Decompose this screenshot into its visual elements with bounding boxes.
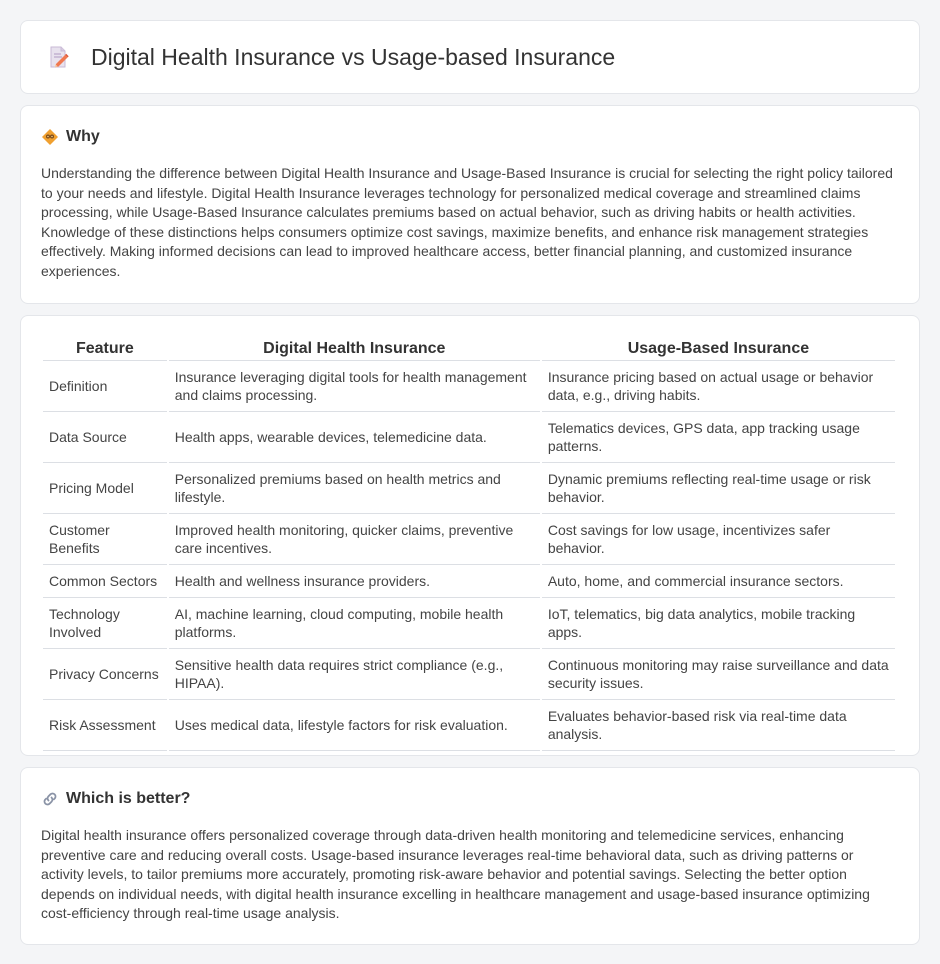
feature-cell: Pricing Model <box>43 463 167 514</box>
digital-health-cell: Insurance leveraging digital tools for health management and claims processing. <box>169 361 540 412</box>
why-text: Understanding the difference between Digital Health Insurance and Usage-Based Insurance is crucial for selecting the right policy tailored to your needs and lifestyle. Digital Health Insurance leverages technology for personalized medical coverage and streamlined claims processing, while Usage-Based Insurance calculates premiums based on actual behavior, such as driving habits or health activities. Knowledge of these distinctions helps consumers optimize cost savings, maximize benefits, and enhance risk management strategies effectively. Making informed decisions can lead to improved healthcare access, better financial planning, and customized insurance experiences. <box>41 165 893 279</box>
link-icon <box>41 790 59 808</box>
better-title: Which is better? <box>66 790 191 807</box>
usage-based-cell: Cost savings for low usage, incentivizes safer behavior. <box>542 514 895 565</box>
feature-cell: Common Sectors <box>43 565 167 598</box>
table-row <box>43 700 895 751</box>
why-title: Why <box>66 128 100 145</box>
better-text: Digital health insurance offers personalized coverage through data-driven health monitoring and telemedicine services, enhancing preventive care and reducing overall costs. Usage-based insurance leverages real-time behavioral data, such as driving patterns or activity levels, to tailor premiums more accurately, promoting risk-aware behavior and potential savings. Selecting the better option depends on individual needs, with digital health insurance excelling in healthcare management and usage-based insurance optimizing cost-efficiency through real-time usage analysis. <box>41 827 870 922</box>
usage-based-cell: Telematics devices, GPS data, app tracking usage patterns. <box>542 412 895 463</box>
feature-cell: Customer Benefits <box>43 514 167 565</box>
table-row <box>43 565 895 598</box>
header-card <box>20 20 920 94</box>
table-row <box>43 412 895 463</box>
better-heading <box>41 790 899 808</box>
header-digital-health-insurance: Digital Health Insurance <box>169 336 540 361</box>
digital-health-cell: Sensitive health data requires strict compliance (e.g., HIPAA). <box>169 649 540 700</box>
usage-based-cell: Evaluates behavior-based risk via real-time data analysis. <box>542 700 895 751</box>
why-heading <box>41 128 899 146</box>
digital-health-cell: Health apps, wearable devices, telemedicine data. <box>169 412 540 463</box>
usage-based-cell: Continuous monitoring may raise surveillance and data security issues. <box>542 649 895 700</box>
digital-health-cell: Uses medical data, lifestyle factors for risk evaluation. <box>169 700 540 751</box>
header-usage-based-insurance: Usage-Based Insurance <box>542 336 895 361</box>
feature-cell: Definition <box>43 361 167 412</box>
comparison-table <box>41 336 897 751</box>
usage-based-cell: Auto, home, and commercial insurance sectors. <box>542 565 895 598</box>
feature-cell: Risk Assessment <box>43 700 167 751</box>
why-section <box>20 105 920 304</box>
table-row <box>43 361 895 412</box>
digital-health-cell: Health and wellness insurance providers. <box>169 565 540 598</box>
usage-based-cell: Insurance pricing based on actual usage or behavior data, e.g., driving habits. <box>542 361 895 412</box>
digital-health-cell: Improved health monitoring, quicker claims, preventive care incentives. <box>169 514 540 565</box>
feature-cell: Privacy Concerns <box>43 649 167 700</box>
usage-based-cell: IoT, telematics, big data analytics, mobile tracking apps. <box>542 598 895 649</box>
table-header-row <box>43 336 895 361</box>
usage-based-cell: Dynamic premiums reflecting real-time usage or risk behavior. <box>542 463 895 514</box>
table-row <box>43 514 895 565</box>
table-row <box>43 649 895 700</box>
table-row <box>43 463 895 514</box>
which-is-better-section <box>20 767 920 945</box>
feature-cell: Data Source <box>43 412 167 463</box>
document-pencil-icon <box>45 44 71 70</box>
comparison-table-card <box>20 315 920 756</box>
lightbulb-brain-icon <box>41 128 59 146</box>
page-title: Digital Health Insurance vs Usage-based Insurance <box>91 43 616 70</box>
table-row <box>43 598 895 649</box>
header-feature: Feature <box>43 336 167 361</box>
digital-health-cell: Personalized premiums based on health metrics and lifestyle. <box>169 463 540 514</box>
digital-health-cell: AI, machine learning, cloud computing, mobile health platforms. <box>169 598 540 649</box>
feature-cell: Technology Involved <box>43 598 167 649</box>
